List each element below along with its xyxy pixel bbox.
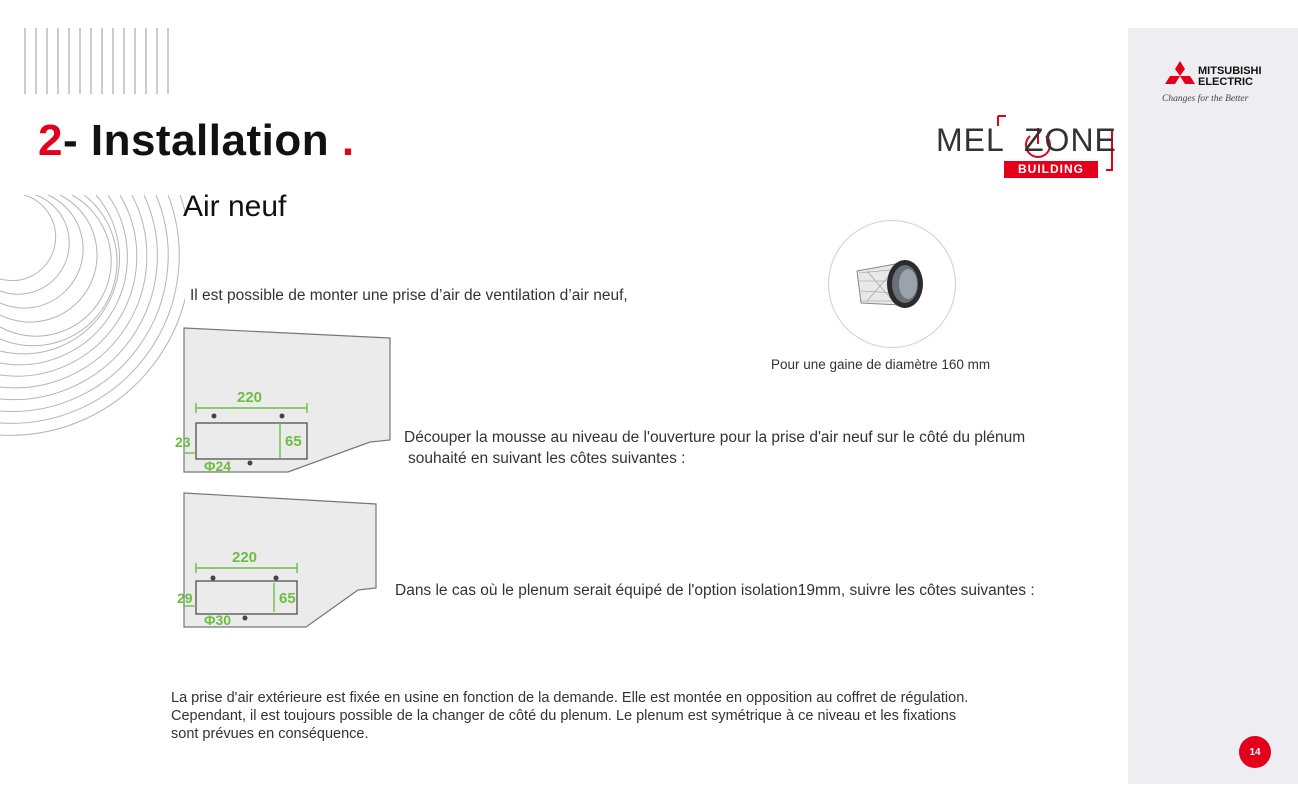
duct-collar-icon: [853, 251, 933, 317]
footer-line-1: La prise d'air extérieure est fixée en usine en fonction de la demande. Elle est montée en opposition au coffret de régulation.: [171, 690, 969, 706]
decorative-arcs: [0, 195, 185, 440]
fixing-hole: [280, 414, 285, 419]
dim-offset-2: 29: [177, 590, 193, 606]
image-caption: Pour une gaine de diamètre 160 mm: [771, 357, 991, 372]
three-diamonds-icon: [1163, 60, 1197, 90]
fixing-hole: [212, 414, 217, 419]
title-dot: .: [341, 116, 355, 165]
company-line2: ELECTRIC: [1198, 76, 1253, 88]
fixing-hole: [274, 576, 279, 581]
dim-height-2: 65: [279, 590, 296, 607]
fixing-hole: [211, 576, 216, 581]
page-number-badge: 14: [1239, 736, 1271, 768]
mitsubishi-logo: [1160, 60, 1275, 108]
building-badge: BUILDING: [1004, 161, 1098, 178]
dim-hole-1: Φ24: [204, 458, 232, 474]
dim-offset-1: 23: [175, 434, 191, 450]
instruction-2: Dans le cas où le plenum serait équipé de l'option isolation19mm, suivre les côtes suivantes :: [395, 582, 1035, 599]
footer-line-2: Cependant, il est toujours possible de la changer de côté du plenum. Le plenum est symétrique à ce niveau et les fixations: [171, 708, 957, 724]
footer-paragraph: [171, 689, 1071, 743]
page-title: [38, 116, 355, 166]
tagline: Changes for the Better: [1162, 94, 1249, 104]
dim-width-2: 220: [232, 549, 258, 566]
intro-text: Il est possible de monter une prise d’air de ventilation d’air neuf,: [190, 287, 628, 304]
plenum-panel-1: [184, 328, 390, 472]
melzone-text-right: ZONE: [1024, 122, 1117, 158]
fixing-hole: [248, 461, 253, 466]
decorative-lines: [24, 28, 176, 94]
plenum-diagram-2: [170, 490, 385, 632]
fixing-hole: [243, 616, 248, 621]
company-line1: MITSUBISHI: [1198, 65, 1262, 77]
duct-image-circle: [828, 220, 956, 348]
melzone-logo: [936, 112, 1116, 182]
footer-line-3: sont prévues en conséquence.: [171, 726, 369, 742]
instruction-1-line1: Découper la mousse au niveau de l'ouverture pour la prise d'air neuf sur le côté du plénum: [404, 429, 1026, 446]
plenum-diagram-1: [170, 324, 400, 476]
section-subtitle: Air neuf: [183, 190, 287, 223]
instruction-1-line2: souhaité en suivant les côtes suivantes :: [408, 450, 686, 467]
right-sidebar: [1128, 28, 1298, 784]
dim-height-1: 65: [285, 433, 302, 450]
dim-hole-2: Φ30: [204, 612, 232, 628]
title-text: - Installation: [62, 116, 330, 165]
melzone-text-left: MEL: [936, 122, 1005, 158]
title-number: 2: [38, 116, 63, 165]
dim-width-1: 220: [237, 389, 263, 406]
